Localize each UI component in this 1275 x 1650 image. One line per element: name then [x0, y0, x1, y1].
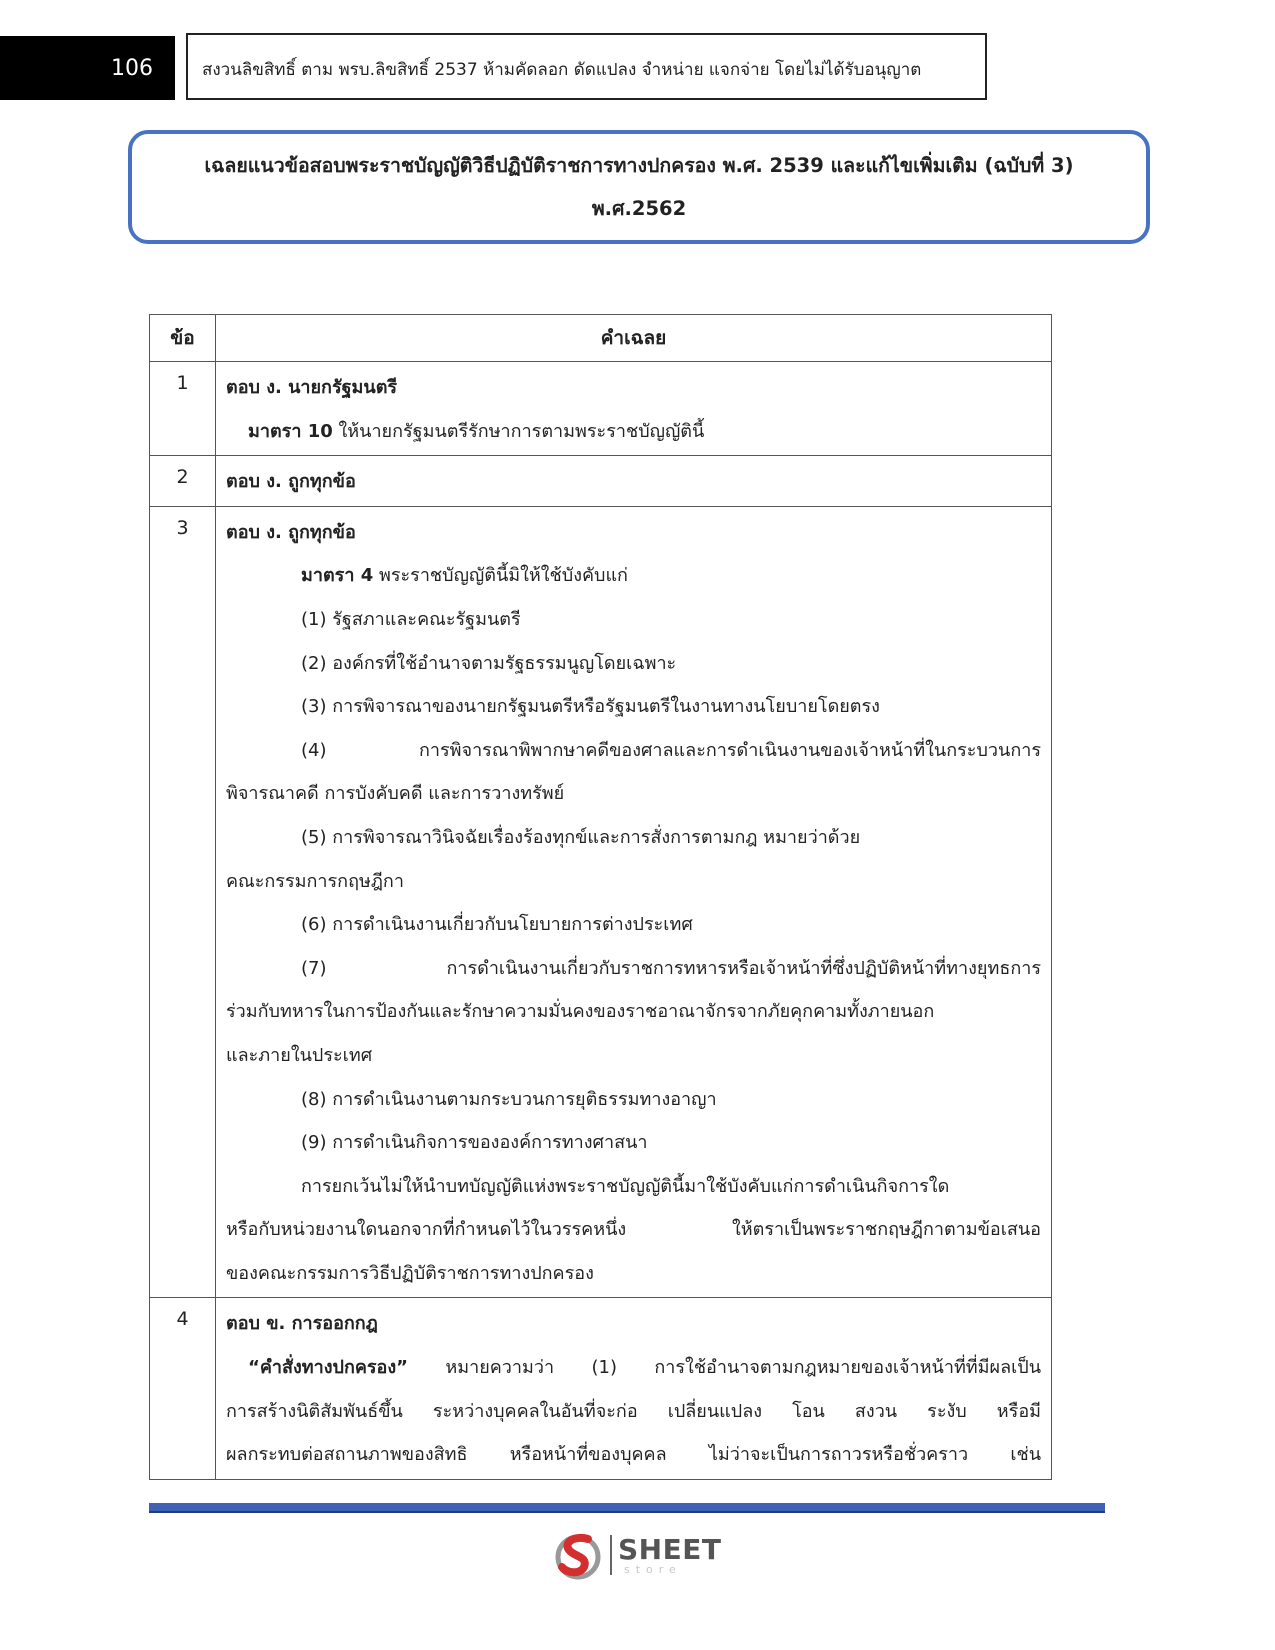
list-item: (7) การดำเนินงานเกี่ยวกับราชการทหารหรือเจ้าหน้าที่ซึ่งปฏิบัติหน้าที่ทางยุทธการ — [301, 957, 1041, 979]
row-number: 1 — [150, 362, 216, 456]
answer-table — [149, 314, 1052, 1480]
title-line-2: พ.ศ.2562 — [591, 197, 687, 220]
definition-text: หมายความว่า (1) การใช้อำนาจตามกฎหมายของเจ้าหน้าที่ที่มีผลเป็น — [407, 1357, 1041, 1379]
explanation-line — [226, 410, 1041, 454]
section-ref: มาตรา 10 — [248, 420, 333, 442]
definition-line: การสร้างนิติสัมพันธ์ขึ้น ระหว่างบุคคลในอันที่จะก่อ เปลี่ยนแปลง โอน สงวน ระงับ หรือมี — [226, 1400, 1041, 1422]
table-row — [150, 362, 1052, 456]
answer-choice: ตอบ ง. นายกรัฐมนตรี — [226, 377, 398, 398]
list-item: (6) การดำเนินงานเกี่ยวกับนโยบายการต่างประเทศ — [301, 914, 693, 936]
logo-sheet-text: SHEET — [618, 1533, 722, 1566]
list-item: (1) รัฐสภาและคณะรัฐมนตรี — [301, 608, 521, 630]
list-item: (9) การดำเนินกิจการขององค์การทางศาสนา — [301, 1132, 648, 1154]
table-row — [150, 1298, 1052, 1479]
list-item: (5) การพิจารณาวินิจฉัยเรื่องร้องทุกข์และการสั่งการตามกฎ หมายว่าด้วย — [301, 826, 861, 848]
sheet-store-s-icon — [552, 1529, 604, 1581]
table-row — [150, 456, 1052, 507]
paragraph-line: การยกเว้นไม่ให้นำบทบัญญัติแห่งพระราชบัญญัตินี้มาใช้บังคับแก่การดำเนินกิจการใด — [301, 1175, 950, 1197]
title-line-1: เฉลยแนวข้อสอบพระราชบัญญัติวิธีปฏิบัติราชการทางปกครอง พ.ศ. 2539 และแก้ไขเพิ่มเติม (ฉบับที่ 3) — [204, 154, 1074, 177]
answer-cell — [216, 456, 1052, 507]
explanation-line — [226, 554, 1041, 598]
row-number: 4 — [150, 1298, 216, 1479]
row-number: 2 — [150, 456, 216, 507]
list-item-continuation: และภายในประเทศ — [226, 1044, 373, 1066]
answer-cell — [216, 1298, 1052, 1479]
list-item-continuation: คณะกรรมการกฤษฎีกา — [226, 870, 404, 892]
paragraph-line: ของคณะกรรมการวิธีปฏิบัติราชการทางปกครอง — [226, 1262, 594, 1284]
page-number-box — [0, 36, 175, 100]
sheet-store-logo — [552, 1525, 722, 1585]
answer-cell — [216, 362, 1052, 456]
footer-divider — [149, 1503, 1105, 1513]
answer-choice: ตอบ ง. ถูกทุกข้อ — [226, 521, 356, 543]
table-row — [150, 506, 1052, 1298]
copyright-notice — [186, 33, 987, 100]
paragraph-line: หรือกับหน่วยงานใดนอกจากที่กำหนดไว้ในวรรคหนึ่ง ให้ตราเป็นพระราชกฤษฎีกาตามข้อเสนอ — [226, 1219, 1041, 1241]
section-text: พระราชบัญญัตินี้มิให้ใช้บังคับแก่ — [373, 565, 628, 587]
defined-term: “คำสั่งทางปกครอง” — [248, 1357, 408, 1379]
section-text: ให้นายกรัฐมนตรีรักษาการตามพระราชบัญญัตินี้ — [332, 420, 705, 442]
logo-wordmark — [610, 1535, 721, 1575]
answer-cell — [216, 506, 1052, 1298]
list-item: (2) องค์กรที่ใช้อำนาจตามรัฐธรรมนูญโดยเฉพาะ — [301, 652, 677, 674]
list-item: (3) การพิจารณาของนายกรัฐมนตรีหรือรัฐมนตรีในงานทางนโยบายโดยตรง — [301, 696, 880, 718]
answer-choice: ตอบ ข. การออกกฎ — [226, 1313, 378, 1335]
table-header-row — [150, 315, 1052, 362]
list-item-continuation: พิจารณาคดี การบังคับคดี และการวางทรัพย์ — [226, 783, 565, 805]
column-header-no: ข้อ — [150, 315, 216, 362]
column-header-answer: คำเฉลย — [216, 315, 1052, 362]
row-number: 3 — [150, 506, 216, 1298]
list-item: (8) การดำเนินงานตามกระบวนการยุติธรรมทางอาญา — [301, 1088, 717, 1110]
copyright-text: สงวนลิขสิทธิ์ ตาม พรบ.ลิขสิทธิ์ 2537 ห้ามคัดลอก ดัดแปลง จำหน่าย แจกจ่าย โดยไม่ได้รับอนุญาต — [202, 60, 922, 80]
document-title-box — [128, 130, 1150, 244]
definition-line — [226, 1346, 1041, 1390]
answer-choice: ตอบ ง. ถูกทุกข้อ — [226, 471, 356, 493]
logo-store-text: store — [624, 1563, 682, 1576]
section-ref: มาตรา 4 — [301, 565, 374, 587]
page-number: 106 — [111, 55, 153, 81]
definition-line: ผลกระทบต่อสถานภาพของสิทธิ หรือหน้าที่ของบุคคล ไม่ว่าจะเป็นการถาวรหรือชั่วคราว เช่น — [226, 1444, 1041, 1466]
list-item-continuation: ร่วมกับทหารในการป้องกันและรักษาความมั่นคงของราชอาณาจักรจากภัยคุกคามทั้งภายนอก — [226, 1001, 935, 1023]
list-item: (4) การพิจารณาพิพากษาคดีของศาลและการดำเนินงานของเจ้าหน้าที่ในกระบวนการ — [301, 739, 1041, 761]
